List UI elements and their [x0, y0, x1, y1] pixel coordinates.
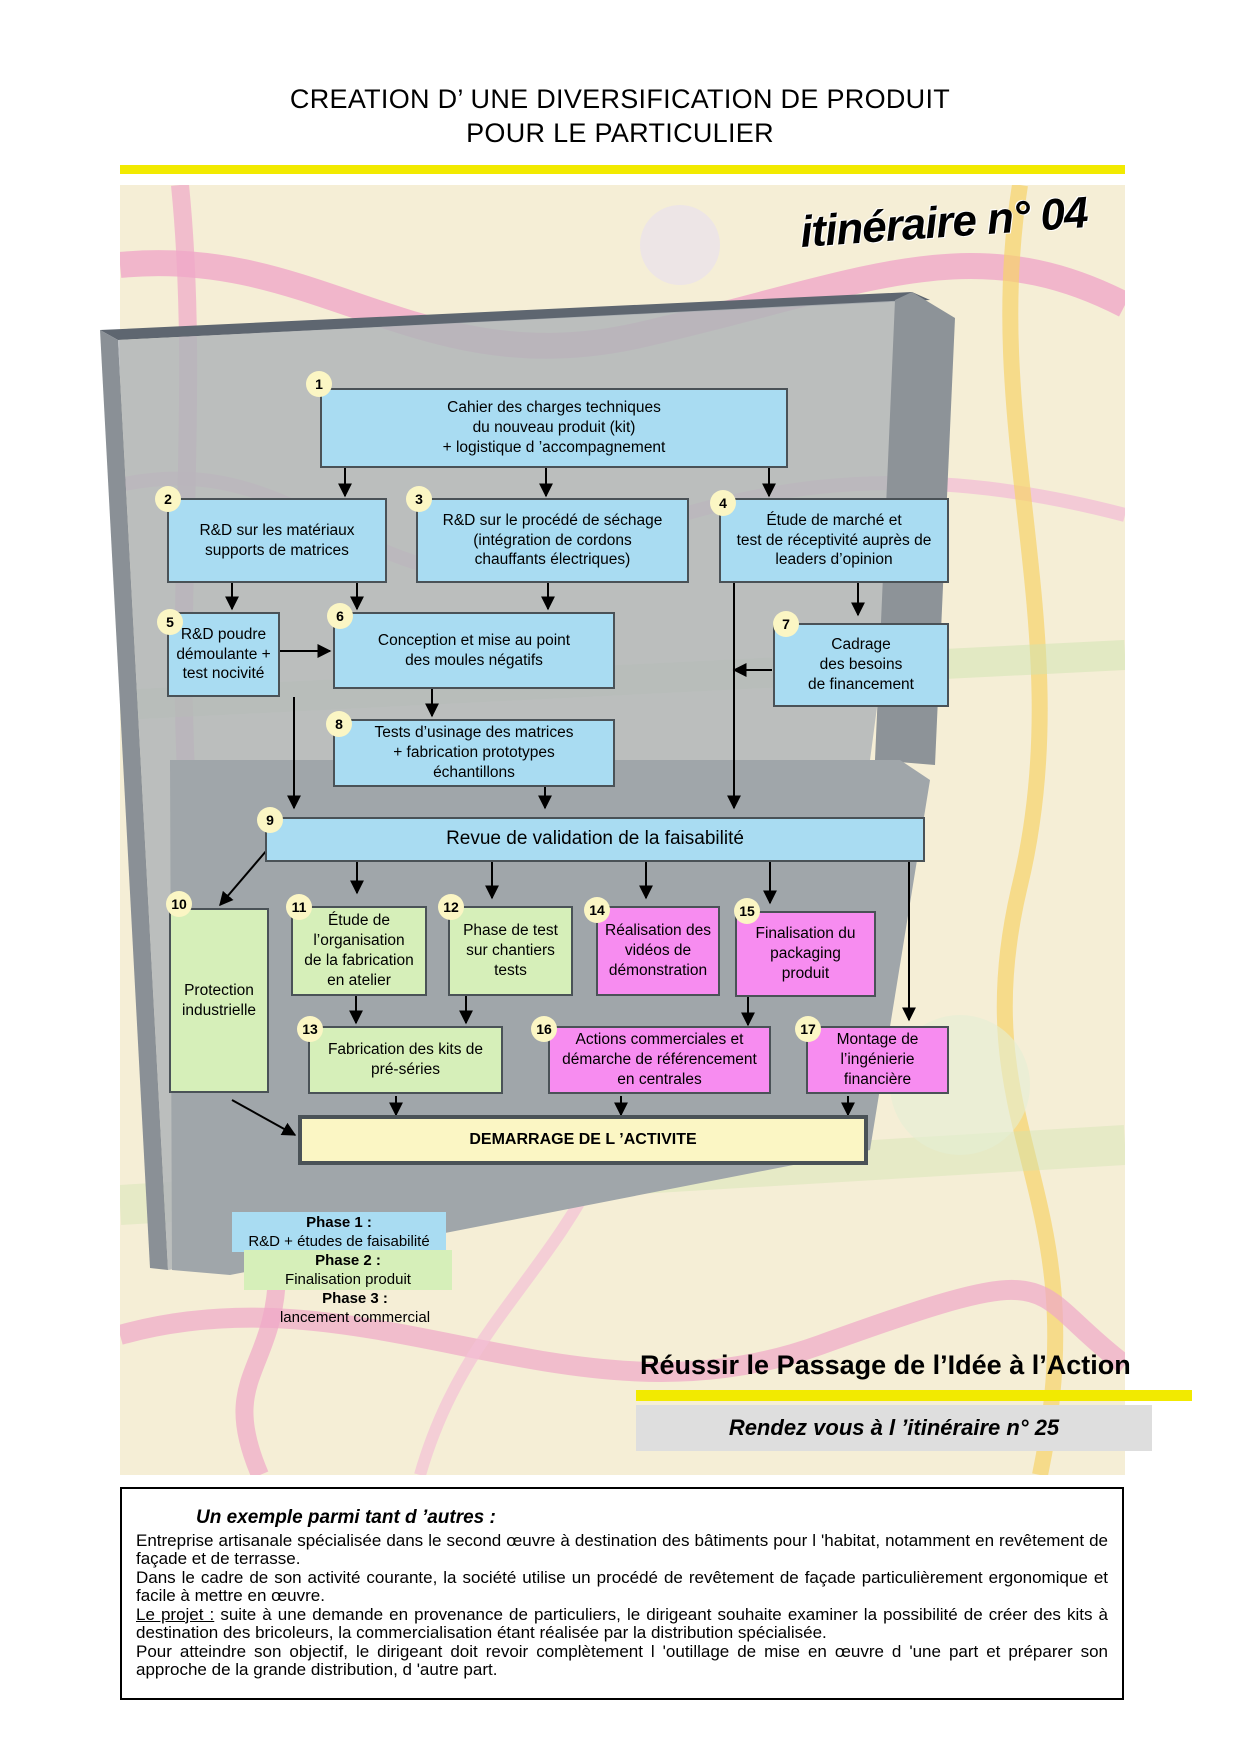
legend-phase1-desc: R&D + études de faisabilité [248, 1233, 430, 1250]
example-p1: Entreprise artisanale spécialisée dans le second œuvre à destination des bâtiments pour l 'habitat, notamment en revêtement de façade et de terrasse. [136, 1530, 1108, 1568]
step-9-box [265, 817, 925, 862]
step-5-number: 5 [157, 609, 183, 635]
legend-phase1-title: Phase 1 : [306, 1214, 372, 1231]
step-17-box [806, 1026, 949, 1094]
step-5-box [167, 612, 280, 697]
page-title-line2: POUR LE PARTICULIER [466, 118, 774, 148]
legend-phase2 [244, 1251, 452, 1289]
step-7-number: 7 [773, 611, 799, 637]
step-6-number: 6 [327, 603, 353, 629]
step-11-number: 11 [286, 894, 312, 920]
example-p4: Pour atteindre son objectif, le dirigeant doit revoir complètement l 'outillage de mise en œuvre d 'une part et préparer son approche de la grande distribution, d 'autre part. [136, 1641, 1108, 1679]
step-13-number: 13 [297, 1016, 323, 1042]
step-3-number: 3 [406, 486, 432, 512]
step-16-box [548, 1026, 771, 1094]
step-6-box [333, 612, 615, 689]
step-13-text: Fabrication des kits de pré-séries [327, 1041, 484, 1078]
step-14-text: Réalisation des vidéos de démonstration [605, 922, 711, 979]
step-7-box [773, 623, 949, 707]
step-4-box [719, 498, 949, 583]
legend-phase3 [260, 1289, 450, 1327]
step-10-box [169, 908, 269, 1093]
step-17-number: 17 [795, 1016, 821, 1042]
step-1-text: Cahier des charges techniques du nouveau produit (kit) + logistique d ’accompagnement [442, 399, 666, 456]
step-11-box [291, 906, 427, 996]
step-11-text: Étude de l’organisation de la fabrication en atelier [304, 912, 414, 989]
example-p3 [136, 1606, 1108, 1643]
legend-phase1 [232, 1213, 446, 1251]
step-2-box [167, 498, 387, 583]
example-p3-text: suite à une demande en provenance de particuliers, le dirigeant souhaite examiner la possibilité de créer des kits à destination des bricoleurs, la commercialisation étant réalisée par la distribution spécialisée. [136, 1604, 1108, 1642]
step-14-number: 14 [584, 897, 610, 923]
slogan-underline [636, 1390, 1192, 1401]
step-9-number: 9 [257, 807, 283, 833]
start-activity-box [298, 1115, 868, 1165]
example-title: Un exemple parmi tant d ’autres : [196, 1507, 496, 1528]
step-12-number: 12 [438, 894, 464, 920]
step-13-box [308, 1026, 503, 1094]
step-10-number: 10 [166, 891, 192, 917]
step-16-number: 16 [531, 1016, 557, 1042]
step-14-box [596, 906, 720, 996]
step-9-text: Revue de validation de la faisabilité [446, 828, 744, 850]
step-7-text: Cadrage des besoins de financement [808, 636, 914, 693]
example-box [120, 1487, 1124, 1700]
step-8-number: 8 [326, 711, 352, 737]
step-1-number: 1 [306, 371, 332, 397]
page-title-line1: CREATION D’ UNE DIVERSIFICATION DE PRODUIT [289, 84, 951, 114]
step-8-box [333, 719, 615, 787]
rendezvous-text: Rendez vous à l ’itinéraire n° 25 [728, 1415, 1060, 1440]
step-16-text: Actions commerciales et démarche de référencement en centrales [562, 1031, 757, 1088]
legend-phase2-title: Phase 2 : [315, 1252, 381, 1269]
legend-phase3-title: Phase 3 : [322, 1290, 388, 1307]
step-3-text: R&D sur le procédé de séchage (intégration de cordons chauffants électriques) [442, 511, 663, 569]
step-3-box [416, 498, 689, 583]
example-p3-label: Le projet : [136, 1604, 215, 1624]
step-15-number: 15 [734, 898, 760, 924]
slogan: Réussir le Passage de l’Idée à l’Action [640, 1350, 1131, 1380]
step-17-text: Montage de l’ingénierie financière [836, 1031, 919, 1088]
example-p2: Dans le cadre de son activité courante, la société utilise un procédé de revêtement de façade particulièrement ergonomique et facile à mettre en œuvre. [136, 1567, 1108, 1605]
step-4-number: 4 [710, 490, 736, 516]
start-activity-text: DEMARRAGE DE L ’ACTIVITE [469, 1130, 697, 1148]
step-12-text: Phase de test sur chantiers tests [463, 922, 558, 979]
step-10-text: Protection industrielle [181, 981, 257, 1019]
rendezvous-banner [636, 1405, 1152, 1451]
itinerary-label: itinéraire n° 04 [798, 188, 1090, 257]
step-5-text: R&D poudre démoulante + test nocivité [176, 625, 271, 683]
legend-phase3-desc: lancement commercial [279, 1309, 431, 1326]
step-12-box [448, 906, 573, 996]
legend-phase2-desc: Finalisation produit [285, 1271, 411, 1288]
step-2-text: R&D sur les matériaux supports de matrices [199, 521, 355, 559]
step-1-box [320, 388, 788, 468]
step-8-text: Tests d’usinage des matrices + fabrication prototypes échantillons [374, 724, 574, 781]
step-4-text: Étude de marché et test de réceptivité auprès de leaders d’opinion [736, 511, 932, 569]
step-15-box [735, 911, 876, 997]
step-2-number: 2 [155, 486, 181, 512]
step-15-text: Finalisation du packaging produit [755, 925, 856, 982]
step-6-text: Conception et mise au point des moules négatifs [377, 631, 571, 669]
